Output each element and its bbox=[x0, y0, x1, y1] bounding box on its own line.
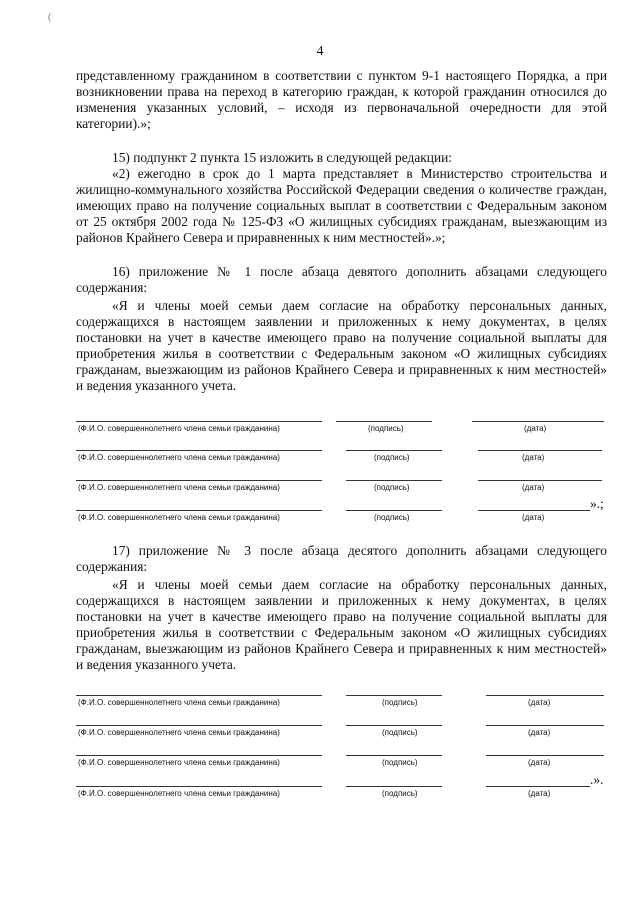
name-caption: (Ф.И.О. совершеннолетнего члена семьи гражданина) bbox=[78, 453, 280, 462]
name-caption: (Ф.И.О. совершеннолетнего члена семьи гражданина) bbox=[78, 758, 280, 767]
signature-line bbox=[346, 450, 442, 451]
name-caption: (Ф.И.О. совершеннолетнего члена семьи гражданина) bbox=[78, 513, 280, 522]
name-caption: (Ф.И.О. совершеннолетнего члена семьи гражданина) bbox=[78, 483, 280, 492]
date-line bbox=[478, 480, 602, 481]
name-caption: (Ф.И.О. совершеннолетнего члена семьи гражданина) bbox=[78, 728, 280, 737]
signature-line bbox=[346, 480, 442, 481]
closing-mark: .». bbox=[590, 772, 604, 787]
signature-caption: (подпись) bbox=[374, 513, 410, 522]
page-number: 4 bbox=[316, 44, 324, 59]
signature-line bbox=[346, 510, 442, 511]
date-caption: (дата) bbox=[524, 424, 547, 433]
paragraph-item-15: 15) подпункт 2 пункта 15 изложить в следующей редакции: bbox=[112, 150, 452, 165]
paragraph-quote-2: «2) ежегодно в срок до 1 марта представляет в Министерство строительства и жилищно-коммунального хозяйства Российской Федерации сведения о количестве граждан, имеющих право на получение социальных выплат в соответствии с Федеральным законом от 25 октября 2002 года № 125-ФЗ «О жилищных субсидиях гражданам, выезжающим из районов Крайнего Севера и приравненных к ним местностей».»; bbox=[76, 166, 607, 245]
name-line bbox=[76, 786, 322, 787]
date-line bbox=[478, 510, 590, 511]
name-caption: (Ф.И.О. совершеннолетнего члена семьи гражданина) bbox=[78, 424, 280, 433]
date-caption: (дата) bbox=[522, 513, 545, 522]
date-line bbox=[486, 695, 604, 696]
signature-line bbox=[346, 725, 442, 726]
date-caption: (дата) bbox=[522, 483, 545, 492]
signature-caption: (подпись) bbox=[382, 789, 418, 798]
name-caption: (Ф.И.О. совершеннолетнего члена семьи гражданина) bbox=[78, 789, 280, 798]
date-caption: (дата) bbox=[522, 453, 545, 462]
date-line bbox=[486, 725, 604, 726]
signature-caption: (подпись) bbox=[374, 483, 410, 492]
signature-caption: (подпись) bbox=[374, 453, 410, 462]
name-line bbox=[76, 421, 322, 422]
signature-caption: (подпись) bbox=[382, 698, 418, 707]
date-line bbox=[486, 786, 590, 787]
paragraph-item-17: 17) приложение № 3 после абзаца десятого дополнить абзацами следующего содержания: bbox=[76, 543, 607, 574]
signature-line bbox=[336, 421, 432, 422]
closing-mark: ».; bbox=[590, 496, 604, 511]
name-line bbox=[76, 510, 322, 511]
name-caption: (Ф.И.О. совершеннолетнего члена семьи гражданина) bbox=[78, 698, 280, 707]
signature-caption: (подпись) bbox=[382, 758, 418, 767]
date-line bbox=[472, 421, 604, 422]
date-caption: (дата) bbox=[528, 789, 551, 798]
name-line bbox=[76, 450, 322, 451]
date-caption: (дата) bbox=[528, 728, 551, 737]
date-line bbox=[486, 755, 604, 756]
signature-line bbox=[346, 755, 442, 756]
name-line bbox=[76, 725, 322, 726]
signature-line bbox=[346, 695, 442, 696]
date-caption: (дата) bbox=[528, 698, 551, 707]
stray-mark: ( bbox=[48, 12, 52, 23]
date-caption: (дата) bbox=[528, 758, 551, 767]
name-line bbox=[76, 480, 322, 481]
paragraph-continuation: представленному гражданином в соответствии с пунктом 9-1 настоящего Порядка, а при возникновении права на переход в категорию граждан, к которой гражданин относился до изменения указанных условий, – исходя из первоначальной очередности для этой категории).»; bbox=[76, 68, 607, 131]
paragraph-consent-2: «Я и члены моей семьи даем согласие на обработку персональных данных, содержащихся в настоящем заявлении и приложенных к нему документах, в целях постановки на учет в качестве имеющего право на получение социальной выплаты для приобретения жилья в соответствии с Федеральным законом «О жилищных субсидиях гражданам, выезжающим из районов Крайнего Севера и приравненных к ним местностей» и ведения указанного учета. bbox=[76, 577, 607, 672]
paragraph-consent-1: «Я и члены моей семьи даем согласие на обработку персональных данных, содержащихся в настоящем заявлении и приложенных к нему документах, в целях постановки на учет в качестве имеющего право на получение социальной выплаты для приобретения жилья в соответствии с Федеральным законом «О жилищных субсидиях гражданам, выезжающим из районов Крайнего Севера и приравненных к ним местностей» и ведения указанного учета. bbox=[76, 298, 607, 393]
name-line bbox=[76, 755, 322, 756]
signature-caption: (подпись) bbox=[368, 424, 404, 433]
signature-line bbox=[346, 786, 442, 787]
paragraph-item-16: 16) приложение № 1 после абзаца девятого дополнить абзацами следующего содержания: bbox=[76, 264, 607, 295]
signature-caption: (подпись) bbox=[382, 728, 418, 737]
name-line bbox=[76, 695, 322, 696]
date-line bbox=[478, 450, 602, 451]
